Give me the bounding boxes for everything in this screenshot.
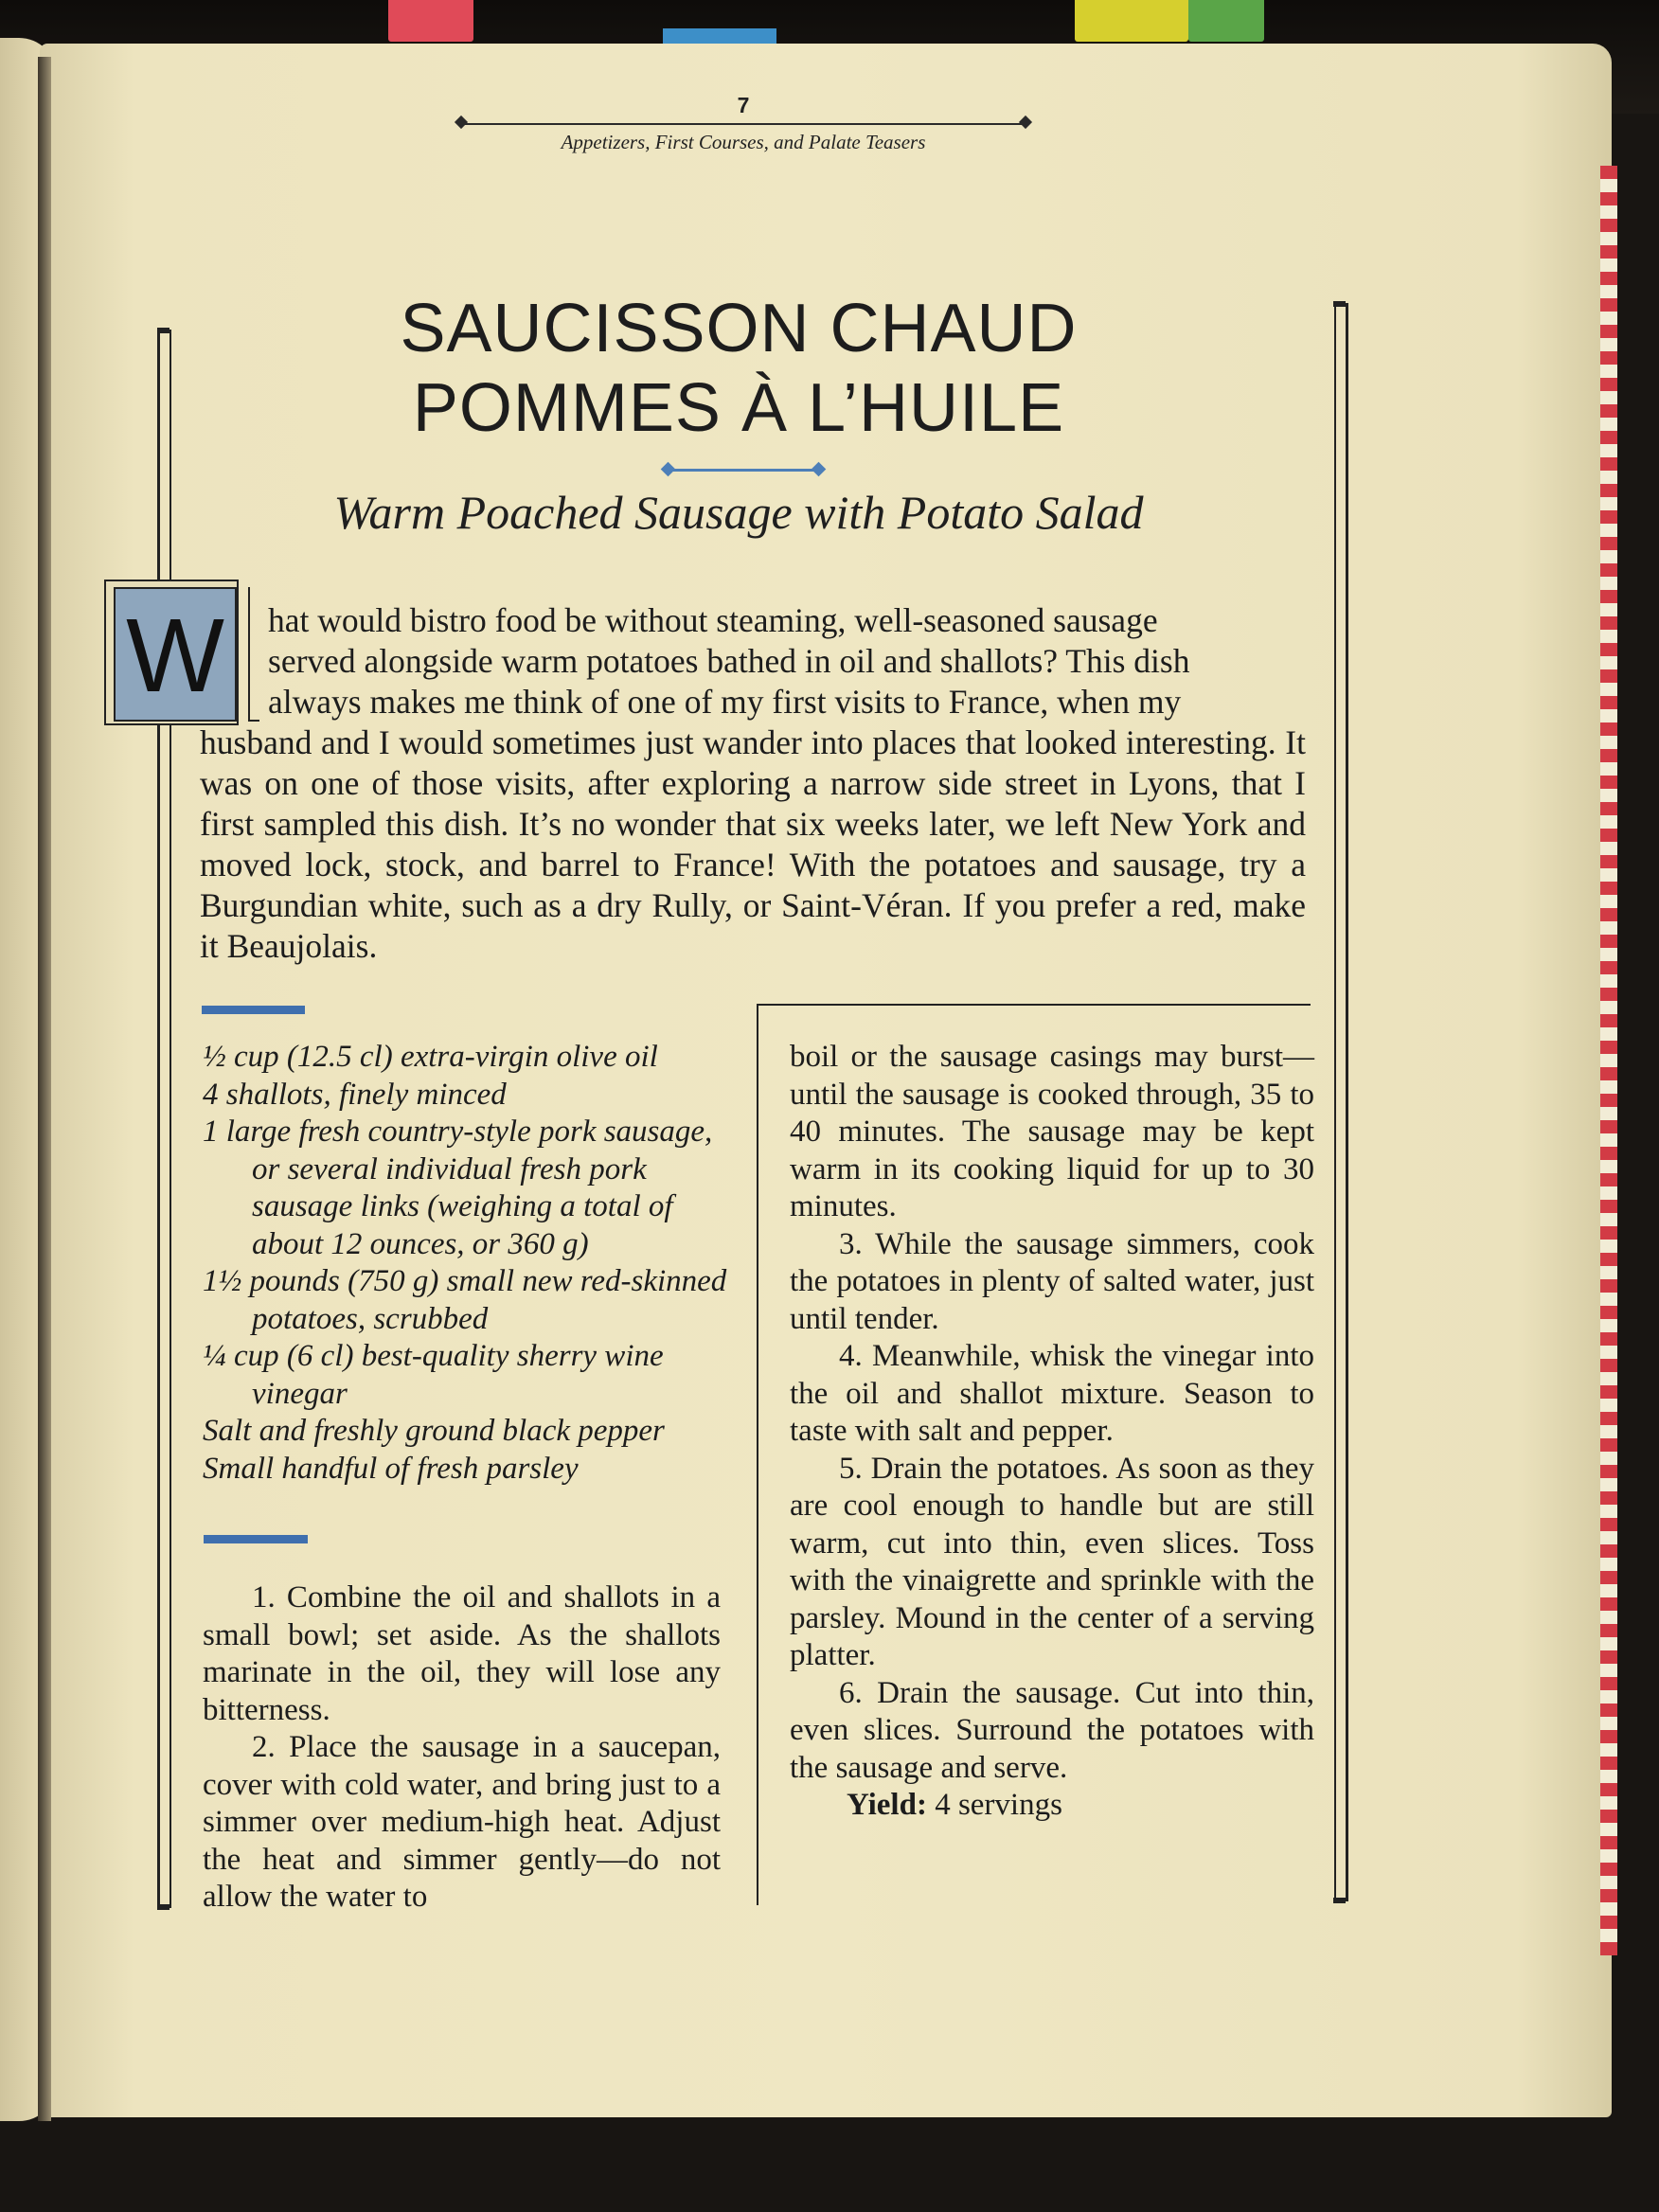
- title-line-1: SAUCISSON CHAUD: [400, 291, 1078, 366]
- ornament-diamond: [812, 462, 827, 477]
- ingredient-item: 1½ pounds (750 g) small new red-skinned potatoes, scrubbed: [203, 1264, 727, 1336]
- title-line-2: POMMES À L’HUILE: [412, 370, 1065, 446]
- frame-cap: [1333, 301, 1346, 307]
- frame-cap: [1333, 1898, 1346, 1903]
- page-number: 7: [737, 93, 750, 117]
- ingredient-item: Salt and freshly ground black pepper: [203, 1414, 665, 1448]
- column-rule: [757, 1006, 758, 1905]
- bookmark-tab-green: [1188, 0, 1264, 42]
- intro-line: served alongside warm potatoes bathed in oil and shallots? This dish: [268, 642, 1190, 680]
- ingredient-item: Small handful of fresh parsley: [203, 1451, 579, 1486]
- header-rule: [462, 123, 1025, 125]
- recipe-yield: [790, 1787, 1314, 1825]
- book-gutter: [38, 57, 51, 2121]
- step-4: 4. Meanwhile, whisk the vinegar into the oil and shallot mixture. Season to taste with salt and pepper.: [790, 1339, 1314, 1448]
- step-1: 1. Combine the oil and shallots in a small bowl; set aside. As the shallots marinate in the oil, they will lose any bitterness.: [203, 1580, 721, 1727]
- page-edge-checkered: [1600, 166, 1617, 1955]
- bookmark-tab-red: [388, 0, 473, 42]
- title-ornament: [663, 463, 824, 476]
- bookmark-tab-yellow: [1075, 0, 1188, 42]
- steps-divider: [204, 1535, 308, 1543]
- ingredient-item: ¼ cup (6 cl) best-quality sherry wine vinegar: [203, 1339, 664, 1411]
- intro-paragraph: [200, 600, 1306, 967]
- step-5: 5. Drain the potatoes. As soon as they are cool enough to handle but are still warm, cut into thin, even slices. Toss with the vinaigrette and sprinkle with the parsley. Mound in the center of a serving platter.: [790, 1451, 1314, 1672]
- yield-label: Yield:: [847, 1788, 927, 1822]
- intro-line: hat would bistro food be without steaming, well-seasoned sausage: [268, 601, 1158, 639]
- column-rule-top: [757, 1004, 1311, 1006]
- running-header: [455, 93, 1032, 161]
- frame-left-rule: [157, 330, 171, 1908]
- section-title: Appetizers, First Courses, and Palate Teasers: [561, 131, 926, 153]
- ornament-line: [669, 469, 818, 472]
- recipe-subtitle: Warm Poached Sausage with Potato Salad: [333, 486, 1144, 539]
- ingredient-item: 1 large fresh country-style pork sausage, or several individual fresh pork sausage links (weighing a total of about 12 ounces, or 360 g): [203, 1115, 713, 1261]
- steps-column-left: [203, 1579, 721, 1917]
- step-2-continued: boil or the sausage casings may burst—until the sausage is cooked through, 35 to 40 minutes. The sausage may be kept warm in its cooking liquid for up to 30 minutes.: [790, 1040, 1314, 1223]
- frame-right-rule: [1334, 303, 1348, 1901]
- ingredient-item: ½ cup (12.5 cl) extra-virgin olive oil: [203, 1040, 658, 1074]
- step-2: 2. Place the sausage in a saucepan, cover with cold water, and bring just to a simmer over medium-high heat. Adjust the heat and simmer gently—do not allow the water to: [203, 1730, 721, 1914]
- step-3: 3. While the sausage simmers, cook the potatoes in plenty of salted water, just until tender.: [790, 1226, 1314, 1336]
- intro-line: always makes me think of one of my first visits to France, when my: [268, 683, 1182, 721]
- ingredient-list: [203, 1039, 733, 1488]
- ornament-diamond: [661, 462, 676, 477]
- ingredient-item: 4 shallots, finely minced: [203, 1077, 507, 1112]
- recipe-title: [246, 289, 1231, 448]
- frame-cap: [157, 1904, 169, 1910]
- steps-column-right: [790, 1039, 1314, 1825]
- drop-cap-letter: W: [114, 587, 237, 722]
- ingredients-divider: [202, 1006, 305, 1014]
- yield-value: 4 servings: [935, 1788, 1062, 1822]
- step-6: 6. Drain the sausage. Cut into thin, even slices. Surround the potatoes with the sausage and serve.: [790, 1675, 1314, 1785]
- frame-cap: [157, 328, 169, 333]
- intro-line: husband and I would sometimes just wander into places that looked interesting. It was on one of those visits, after exploring a narrow side street in Lyons, that I first sampled this dish. It’s no wonder that six weeks later, we left New York and moved lock, stock, and barrel to France! With the potatoes and sausage, try a Burgundian white, such as a dry Rully, or Saint-Véran. If you prefer a red, make it Beaujolais.: [200, 723, 1306, 965]
